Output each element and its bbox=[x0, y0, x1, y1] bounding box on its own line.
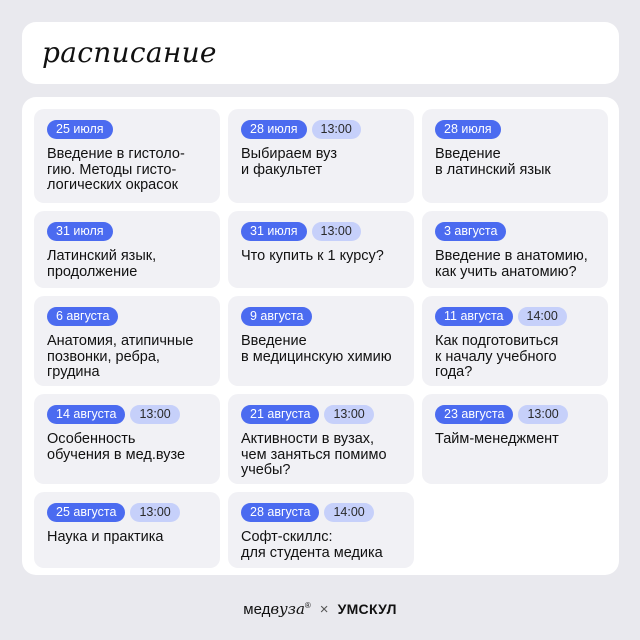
event-title: Что купить к 1 курсу? bbox=[241, 248, 384, 264]
page-title: расписание bbox=[42, 36, 217, 69]
event-card bbox=[228, 296, 414, 386]
time-badge: 13:00 bbox=[130, 503, 179, 522]
date-badge: 28 июля bbox=[435, 120, 501, 139]
medvuza-logo bbox=[243, 600, 311, 618]
event-card bbox=[34, 394, 220, 484]
date-badge: 25 августа bbox=[47, 503, 125, 522]
date-badge: 6 августа bbox=[47, 307, 118, 326]
date-badge: 14 августа bbox=[47, 405, 125, 424]
time-badge: 13:00 bbox=[518, 405, 567, 424]
title-card bbox=[22, 22, 619, 84]
date-badge: 21 августа bbox=[241, 405, 319, 424]
event-title: Введение в гистоло- гию. Методы гисто- логических окрасок bbox=[47, 146, 185, 193]
event-card bbox=[34, 296, 220, 386]
event-title: Как подготовиться к началу учебного года? bbox=[435, 333, 559, 380]
schedule-panel bbox=[22, 97, 619, 575]
cross-icon: × bbox=[319, 600, 329, 618]
date-badge: 23 августа bbox=[435, 405, 513, 424]
time-badge: 13:00 bbox=[324, 405, 373, 424]
event-title: Активности в вузах, чем заняться помимо учебы? bbox=[241, 431, 387, 478]
time-badge: 13:00 bbox=[130, 405, 179, 424]
medvuza-logo-italic: вуза bbox=[270, 600, 305, 618]
medvuza-logo-prefix: мед bbox=[243, 601, 271, 618]
date-badge: 3 августа bbox=[435, 222, 506, 241]
event-title: Введение в медицинскую химию bbox=[241, 333, 392, 365]
event-card bbox=[34, 492, 220, 568]
date-badge: 28 июля bbox=[241, 120, 307, 139]
date-badge: 11 августа bbox=[435, 307, 513, 326]
event-card bbox=[422, 211, 608, 288]
time-badge: 14:00 bbox=[518, 307, 567, 326]
time-badge: 13:00 bbox=[312, 120, 361, 139]
event-title: Особенность обучения в мед.вузе bbox=[47, 431, 186, 463]
umskul-logo: УМСКУЛ bbox=[337, 601, 397, 617]
event-title: Латинский язык, продолжение bbox=[47, 248, 157, 280]
event-card bbox=[228, 211, 414, 288]
event-card bbox=[34, 109, 220, 203]
event-title: Анатомия, атипичные позвонки, ребра, грудина bbox=[47, 333, 194, 380]
event-title: Выбираем вуз и факультет bbox=[241, 146, 337, 178]
event-card bbox=[228, 492, 414, 568]
schedule-grid bbox=[34, 109, 608, 568]
time-badge: 13:00 bbox=[312, 222, 361, 241]
date-badge: 31 июля bbox=[47, 222, 113, 241]
event-card bbox=[422, 109, 608, 203]
time-badge: 14:00 bbox=[324, 503, 373, 522]
event-title: Тайм-менеджмент bbox=[435, 431, 559, 447]
event-card bbox=[422, 394, 608, 484]
event-card bbox=[422, 296, 608, 386]
event-title: Введение в латинский язык bbox=[435, 146, 551, 178]
event-title: Наука и практика bbox=[47, 529, 164, 545]
event-title: Введение в анатомию, как учить анатомию? bbox=[435, 248, 588, 280]
date-badge: 28 августа bbox=[241, 503, 319, 522]
date-badge: 31 июля bbox=[241, 222, 307, 241]
event-title: Софт-скиллс: для студента медика bbox=[241, 529, 383, 561]
event-card bbox=[34, 211, 220, 288]
footer bbox=[0, 598, 640, 620]
registered-mark: ® bbox=[304, 601, 311, 610]
event-card bbox=[228, 394, 414, 484]
date-badge: 25 июля bbox=[47, 120, 113, 139]
event-card bbox=[228, 109, 414, 203]
date-badge: 9 августа bbox=[241, 307, 312, 326]
